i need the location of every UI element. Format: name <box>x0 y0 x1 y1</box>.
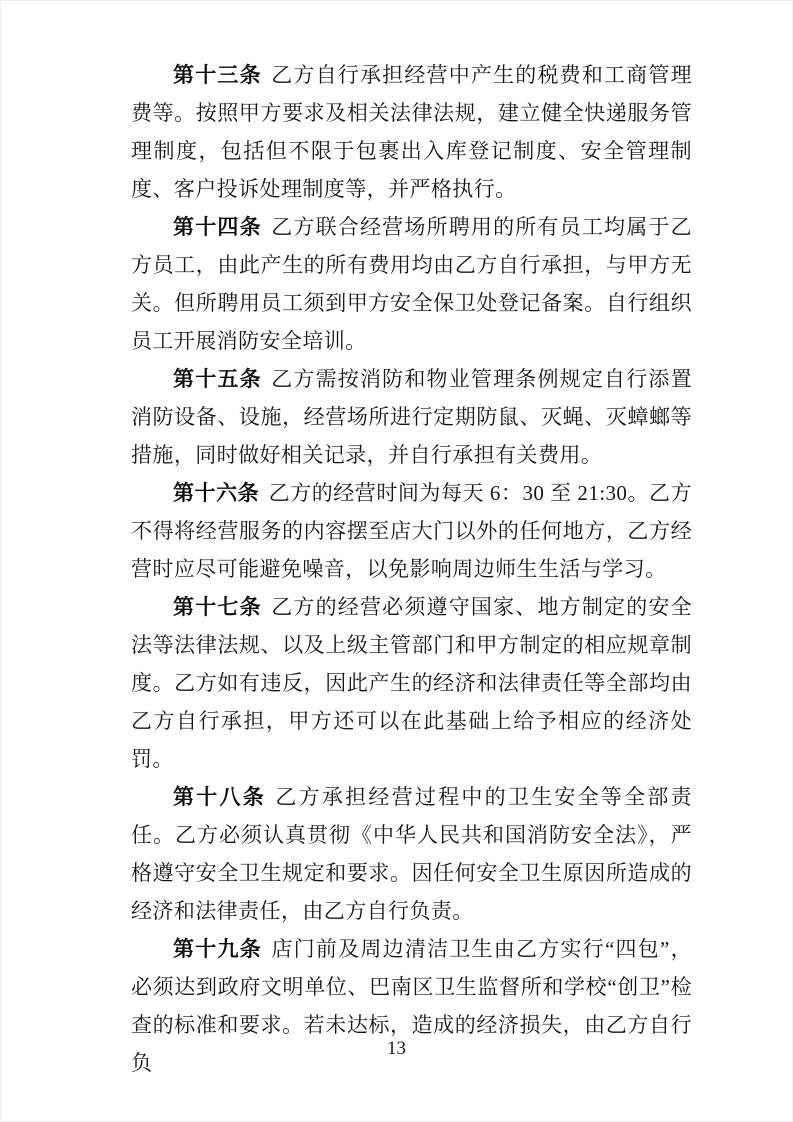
article-text: 店门前及周边清洁卫生由乙方实行“四包”，必须达到政府文明单位、巴南区卫生监督所和学校“创卫”检查的标准和要求。若未达标，造成的经济损失，由乙方自行负 <box>131 937 692 1075</box>
article-paragraph-17 <box>131 588 692 778</box>
article-number: 第十三条 <box>173 63 262 87</box>
article-text: 乙方自行承担经营中产生的税费和工商管理费等。按照甲方要求及相关法律法规，建立健全快递服务管理制度，包括但不限于包裹出入库登记制度、安全管理制度、客户投诉处理制度等，并严格执行。 <box>131 63 693 201</box>
article-text: 乙方的经营必须遵守国家、地方制定的安全法等法律法规、以及上级主管部门和甲方制定的相应规章制度。乙方如有违反，因此产生的经济和法律责任等全部均由乙方自行承担，甲方还可以在此基础上给予相应的经济处罚。 <box>131 595 693 771</box>
document-body <box>131 56 692 1082</box>
article-number: 第十四条 <box>173 215 262 239</box>
article-paragraph-18 <box>131 778 692 930</box>
article-text: 乙方的经营时间为每天 6：30 至 21:30。乙方不得将经营服务的内容摆至店大门以外的任何地方，乙方经营时应尽可能避免噪音，以免影响周边师生生活与学习。 <box>131 481 692 581</box>
article-paragraph-14 <box>131 208 692 360</box>
article-number: 第十九条 <box>173 937 262 961</box>
article-paragraph-13 <box>131 56 692 208</box>
article-paragraph-16 <box>131 474 692 588</box>
article-paragraph-15 <box>131 360 692 474</box>
article-number: 第十五条 <box>173 367 262 391</box>
article-text: 乙方需按消防和物业管理条例规定自行添置消防设备、设施，经营场所进行定期防鼠、灭蝇、灭蟑螂等措施，同时做好相关记录，并自行承担有关费用。 <box>131 367 693 467</box>
article-text: 乙方联合经营场所聘用的所有员工均属于乙方员工，由此产生的所有费用均由乙方自行承担，与甲方无关。但所聘用员工须到甲方安全保卫处登记备案。自行组织员工开展消防安全培训。 <box>131 215 693 353</box>
article-number: 第十七条 <box>173 595 262 619</box>
article-text: 乙方承担经营过程中的卫生安全等全部责任。乙方必须认真贯彻《中华人民共和国消防安全法》，严格遵守安全卫生规定和要求。因任何安全卫生原因所造成的经济和法律责任，由乙方自行负责。 <box>131 785 692 923</box>
article-number: 第十八条 <box>173 785 266 809</box>
article-number: 第十六条 <box>173 481 260 505</box>
page-number: 13 <box>387 1038 406 1059</box>
